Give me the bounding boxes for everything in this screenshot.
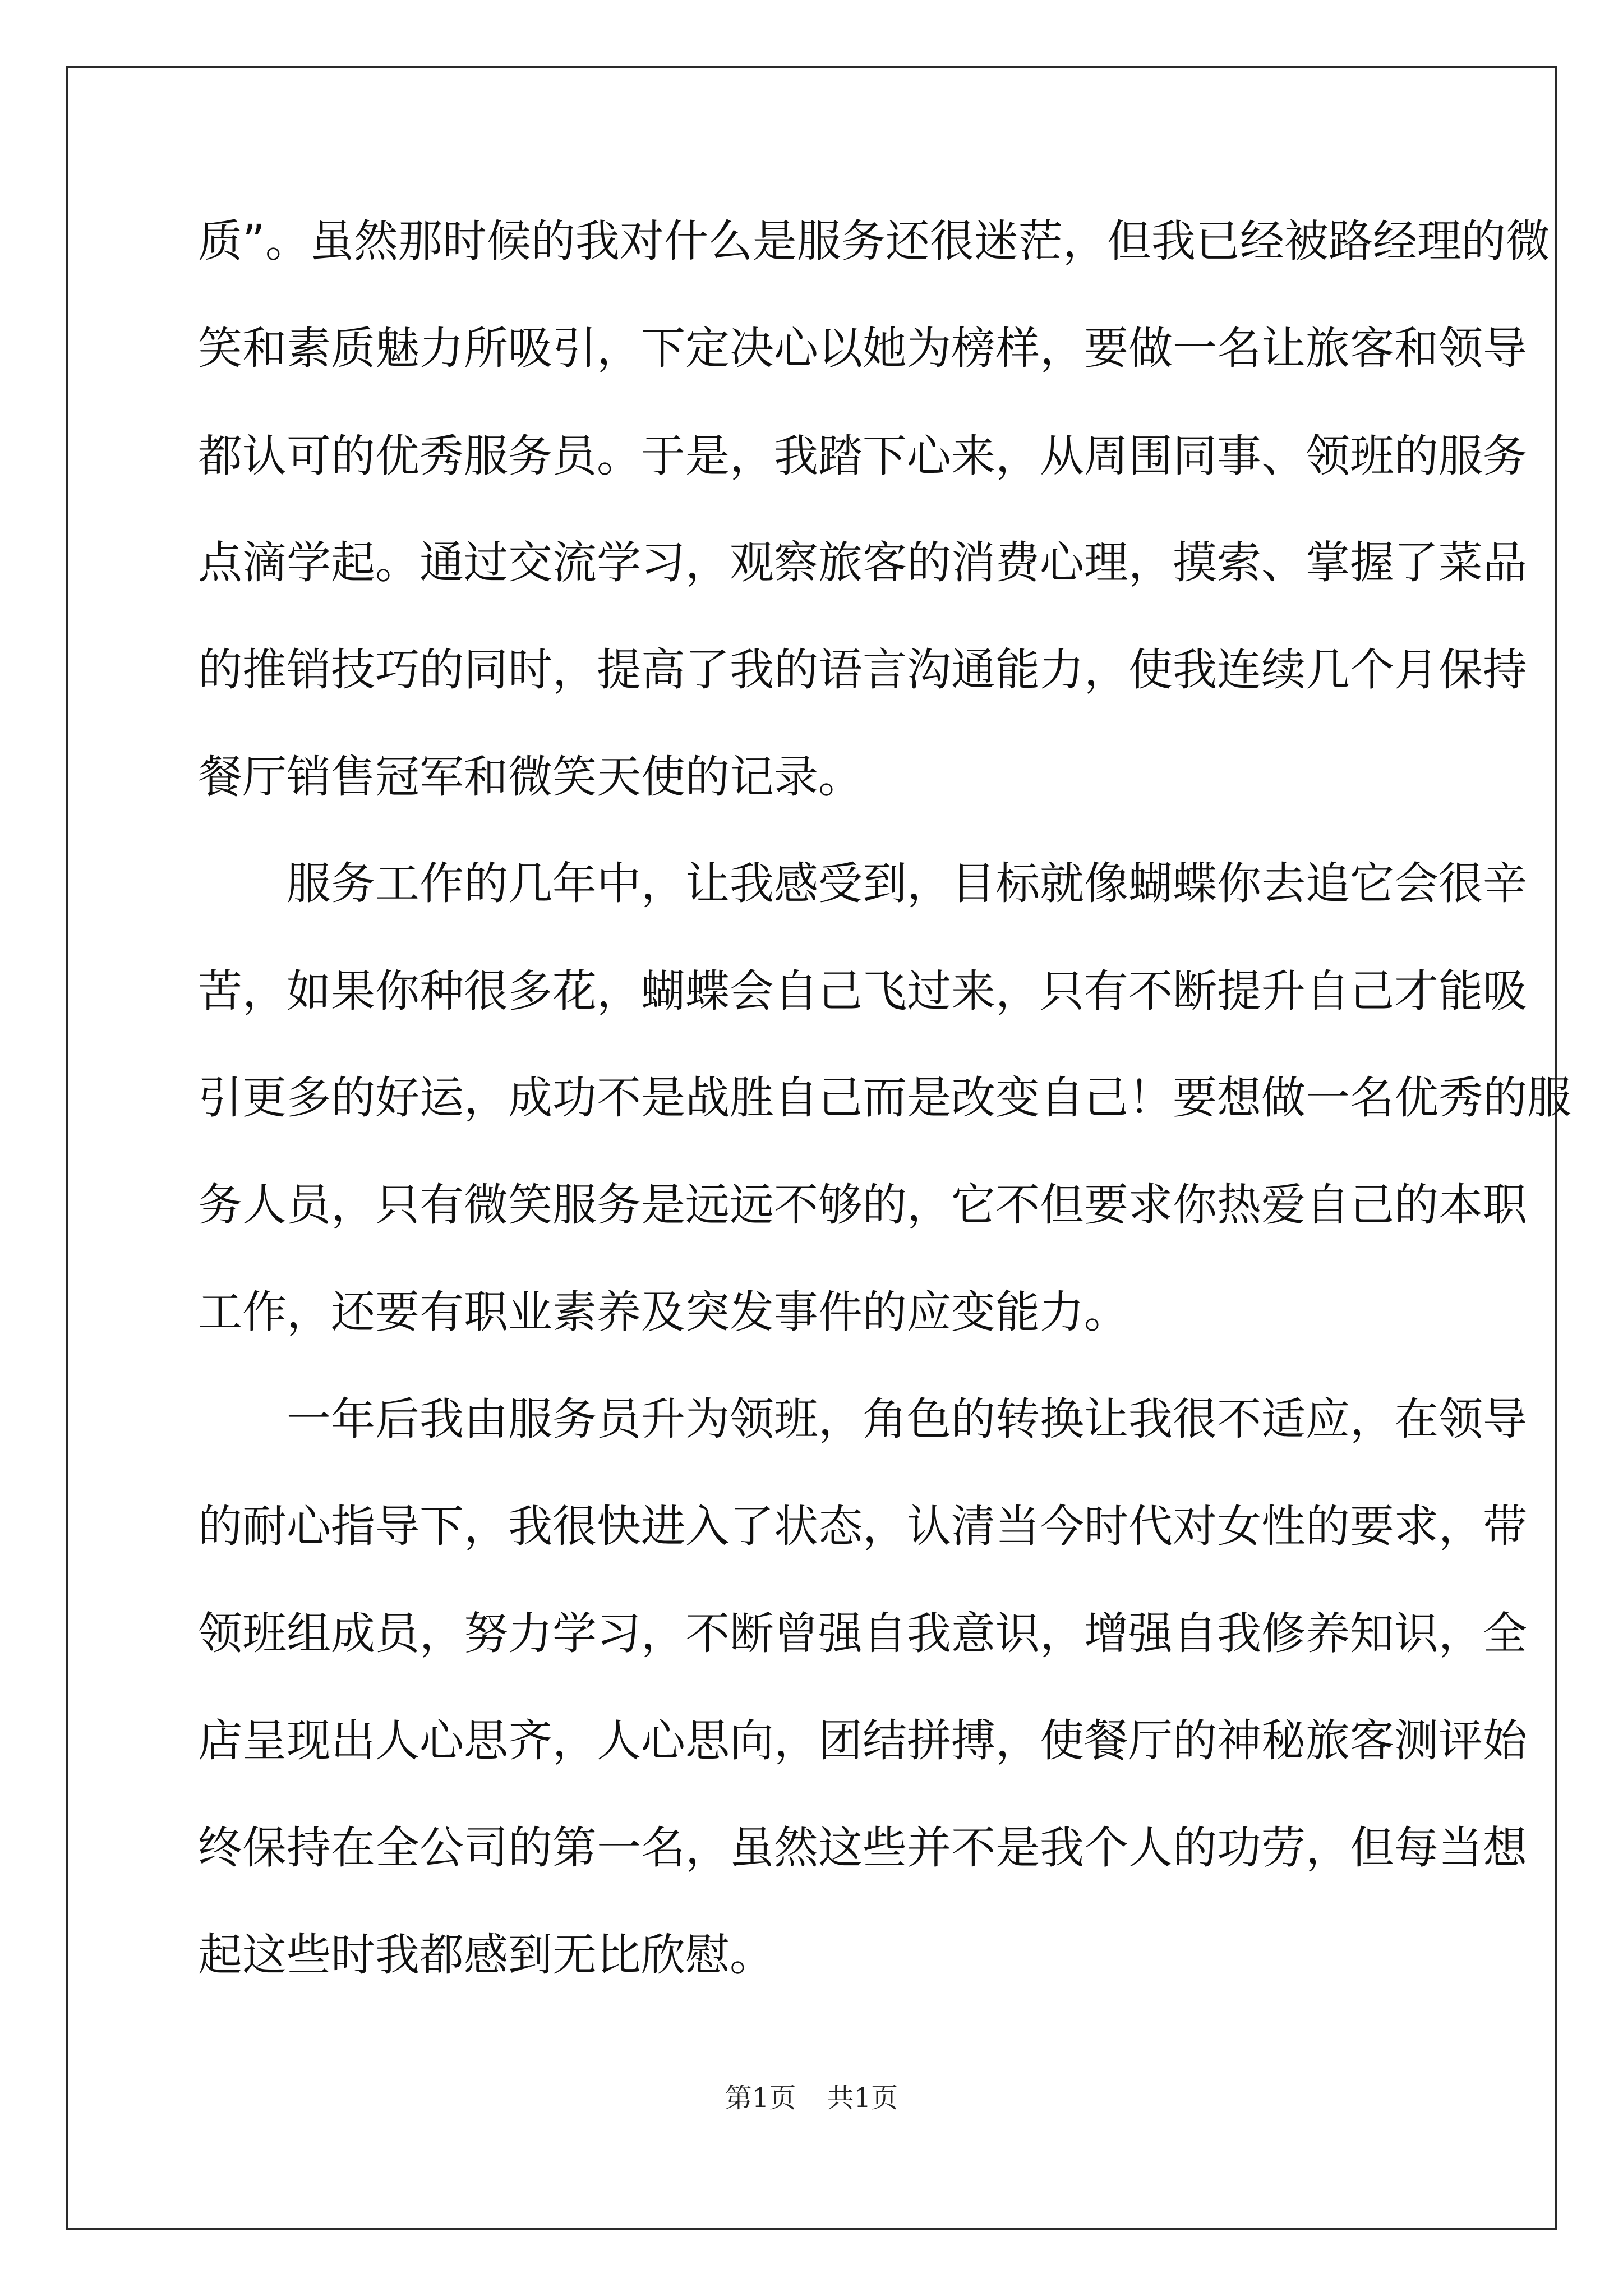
text-line: 苦，如果你种很多花，蝴蝶会自己飞过来，只有不断提升自己才能吸 xyxy=(198,965,1527,1017)
paragraph-first-line: 一年后我由服务员升为领班，角色的转换让我很不适应，在领导 xyxy=(287,1393,1527,1445)
text-line: 的推销技巧的同时，提高了我的语言沟通能力，使我连续几个月保持 xyxy=(198,644,1527,696)
page-footer xyxy=(0,2081,1623,2115)
text-line: 笑和素质魅力所吸引，下定决心以她为榜样，要做一名让旅客和领导 xyxy=(198,323,1527,374)
text-line: 点滴学起。通过交流学习，观察旅客的消费心理，摸索、掌握了菜品 xyxy=(198,537,1527,588)
text-line: 质”。虽然那时候的我对什么是服务还很迷茫，但我已经被路经理的微 xyxy=(198,215,1550,267)
page-total: 共1页 xyxy=(827,2082,898,2114)
text-line: 务人员，只有微笑服务是远远不够的，它不但要求你热爱自己的本职 xyxy=(198,1179,1527,1231)
paragraph-first-line: 服务工作的几年中，让我感受到，目标就像蝴蝶你去追它会很辛 xyxy=(287,858,1527,909)
text-line: 的耐心指导下，我很快进入了状态，认清当今时代对女性的要求，带 xyxy=(198,1501,1527,1552)
text-line: 终保持在全公司的第一名，虽然这些并不是我个人的功劳，但每当想 xyxy=(198,1822,1527,1874)
text-line: 店呈现出人心思齐，人心思向，团结拼搏，使餐厅的神秘旅客测评始 xyxy=(198,1715,1527,1766)
page-border xyxy=(66,66,1557,2230)
text-line: 餐厅销售冠军和微笑天使的记录。 xyxy=(198,751,863,803)
text-line: 领班组成员，努力学习，不断曾强自我意识，增强自我修养知识，全 xyxy=(198,1608,1527,1659)
text-line: 都认可的优秀服务员。于是，我踏下心来，从周围同事、领班的服务 xyxy=(198,430,1527,482)
text-line: 起这些时我都感到无比欣慰。 xyxy=(198,1929,774,1981)
text-line: 工作，还要有职业素养及突发事件的应变能力。 xyxy=(198,1286,1128,1338)
text-line: 引更多的好运，成功不是战胜自己而是改变自己！要想做一名优秀的服 xyxy=(198,1072,1571,1124)
page-number: 第1页 xyxy=(725,2082,796,2114)
